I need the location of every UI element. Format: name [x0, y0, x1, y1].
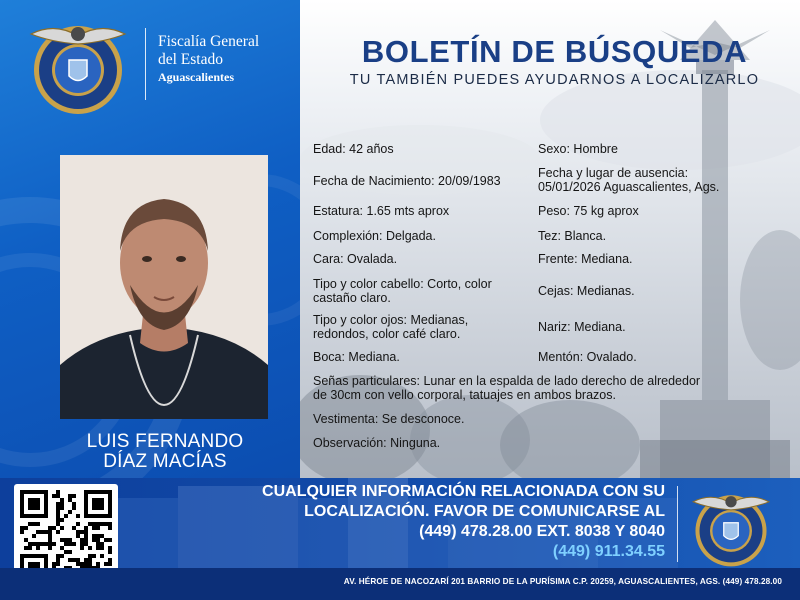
- detail-tez: Tez: Blanca.: [538, 229, 607, 243]
- contact-phone-secondary[interactable]: (449) 911.34.55: [552, 543, 665, 560]
- detail-peso: Peso: 75 kg aprox: [538, 204, 639, 218]
- detail-cara: Cara: Ovalada.: [313, 252, 398, 266]
- detail-sexo: Sexo: Hombre: [538, 142, 618, 156]
- bulletin-subtitle: TU TAMBIÉN PUEDES AYUDARNOS A LOCALIZARLO: [349, 72, 760, 88]
- contact-phone-primary[interactable]: (449) 478.28.00 EXT. 8038 Y 8040: [419, 523, 665, 540]
- detail-ojos-line2: redondos, color café claro.: [313, 327, 461, 341]
- footer-address: AV. HÉROE DE NACOZARÍ 201 BARRIO DE LA PURÍSIMA C.P. 20259, AGUASCALIENTES, AGS. (449) 478.28.00: [343, 577, 782, 586]
- detail-senas-line1: Señas particulares: Lunar en la espalda de lado derecho de alrededor: [313, 374, 701, 388]
- detail-menton: Mentón: Ovalado.: [538, 350, 637, 364]
- detail-ausencia-line2: 05/01/2026 Aguascalientes, Ags.: [538, 180, 720, 194]
- detail-cejas: Cejas: Medianas.: [538, 284, 635, 298]
- person-name-line2: DÍAZ MACÍAS: [103, 451, 227, 472]
- detail-nariz: Nariz: Mediana.: [538, 320, 626, 334]
- detail-cabello-line2: castaño claro.: [313, 291, 391, 305]
- detail-ausencia-line1: Fecha y lugar de ausencia:: [538, 166, 689, 180]
- detail-vestimenta: Vestimenta: Se desconoce.: [313, 412, 465, 426]
- detail-cabello-line1: Tipo y color cabello: Corto, color: [313, 277, 492, 291]
- bulletin-title: BOLETÍN DE BÚSQUEDA: [361, 34, 748, 69]
- detail-nacimiento: Fecha de Nacimiento: 20/09/1983: [313, 174, 501, 188]
- detail-ojos-line1: Tipo y color ojos: Medianas,: [313, 313, 469, 327]
- contact-line1: CUALQUIER INFORMACIÓN RELACIONADA CON SU: [262, 483, 665, 500]
- institution-line3: Aguascalientes: [158, 70, 234, 84]
- institution-line1: Fiscalía General: [158, 33, 260, 50]
- fiscalia-seal-icon: [686, 484, 776, 568]
- contact-info: [210, 482, 665, 562]
- contact-line2: LOCALIZACIÓN. FAVOR DE COMUNICARSE AL: [304, 503, 665, 520]
- detail-estatura: Estatura: 1.65 mts aprox: [313, 204, 450, 218]
- detail-complexion: Complexión: Delgada.: [313, 229, 436, 243]
- detail-boca: Boca: Mediana.: [313, 350, 400, 364]
- institution-line2: del Estado: [158, 51, 223, 68]
- detail-senas-line2: de 30cm con vello corporal, tatuajes en ambos brazos.: [313, 388, 616, 402]
- detail-edad: Edad: 42 años: [313, 142, 394, 156]
- detail-observacion: Observación: Ninguna.: [313, 436, 441, 450]
- person-name-line1: LUIS FERNANDO: [86, 431, 244, 452]
- band-divider: [677, 486, 678, 562]
- detail-frente: Frente: Mediana.: [538, 252, 633, 266]
